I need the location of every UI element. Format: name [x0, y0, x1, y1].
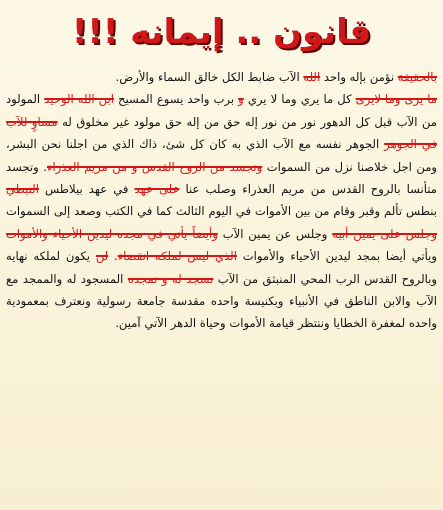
creed-phrase: بنطس تألم وقبر وقام من بين الأموات في اليوم الثالث كما في الكتب وصعد إلى السموات	[6, 204, 437, 219]
struck-phrase: بالحقيقة	[397, 70, 437, 84]
creed-phrase: يكون لملكه نهايه وبالروح القدس الرب المحي المنبثق من الآب	[6, 249, 437, 286]
creed-phrase: ويأتي أيضا بمجد ليدين الأحياء والأموات	[236, 249, 438, 264]
struck-phrase: ما يرى وما لايرى	[355, 92, 437, 107]
creed-phrase: في عهد بيلاطس	[38, 182, 135, 197]
struck-phrase: ابن الله الوحيد	[44, 92, 114, 107]
struck-phrase: الذي ليس لملكه انقضاء	[117, 249, 237, 264]
creed-phrase: كل ما يري وما لا يري	[243, 92, 356, 107]
struck-phrase: لن	[95, 249, 109, 264]
creed-phrase: برب واحد يسوع المسيح	[113, 92, 239, 107]
creed-phrase: . وتجسد متأنسا بالروح القدس من مريم العذراء وصلب عنا	[6, 159, 437, 197]
creed-phrase: .	[108, 249, 118, 264]
creed-phrase: المسجود له والممجد مع الآب والابن الناطق في الأنبياء وبكنيسة واحده مقدسة جامعة رسولية ونعترف بمعمودية واحده لمغفرة الخطايا وننتظر قيامة الأموات وحياة الدهر الآتي آمين.	[6, 271, 437, 331]
creed-phrase: وجلس عن يمين الآب	[217, 226, 333, 241]
struck-phrase: مساوٍ للآب في الجوهر	[6, 114, 437, 152]
creed-phrase: الجوهر نفسه مع الآب الذي به كان كل شئ، ذاك الذي من اجلنا نحن البشر، ومن اجل خلاصنا نزل من السموات	[6, 137, 438, 174]
struck-phrase: وتجسد من الروح القدس و من مريم العذراء	[46, 159, 263, 174]
struck-phrase: وجلس على يمين أبيه	[332, 226, 437, 241]
paragraph	[6, 66, 437, 88]
creed-text	[6, 66, 437, 335]
struck-phrase: و	[238, 92, 244, 107]
page-title: قانون .. إيمانه !!!	[71, 12, 372, 52]
paragraph	[6, 88, 437, 334]
creed-phrase: نؤمن بإله واحد	[320, 70, 398, 84]
creed-phrase: الآب ضابط الكل خالق السماء والأرض.	[115, 70, 304, 84]
struck-phrase: الله	[303, 70, 321, 84]
struck-phrase: النبطي	[6, 182, 39, 197]
struck-phrase: نسجد له و نمجده	[127, 271, 214, 286]
struck-phrase: على عهد	[134, 182, 180, 197]
creed-phrase: المولود من الآب قبل كل الدهور نور من نور إله حق من إله حق مولود غير مخلوق له	[6, 92, 438, 129]
struck-phrase: وأيضاً يأتي في مجده ليدين الأحياء والأموات	[6, 226, 218, 241]
